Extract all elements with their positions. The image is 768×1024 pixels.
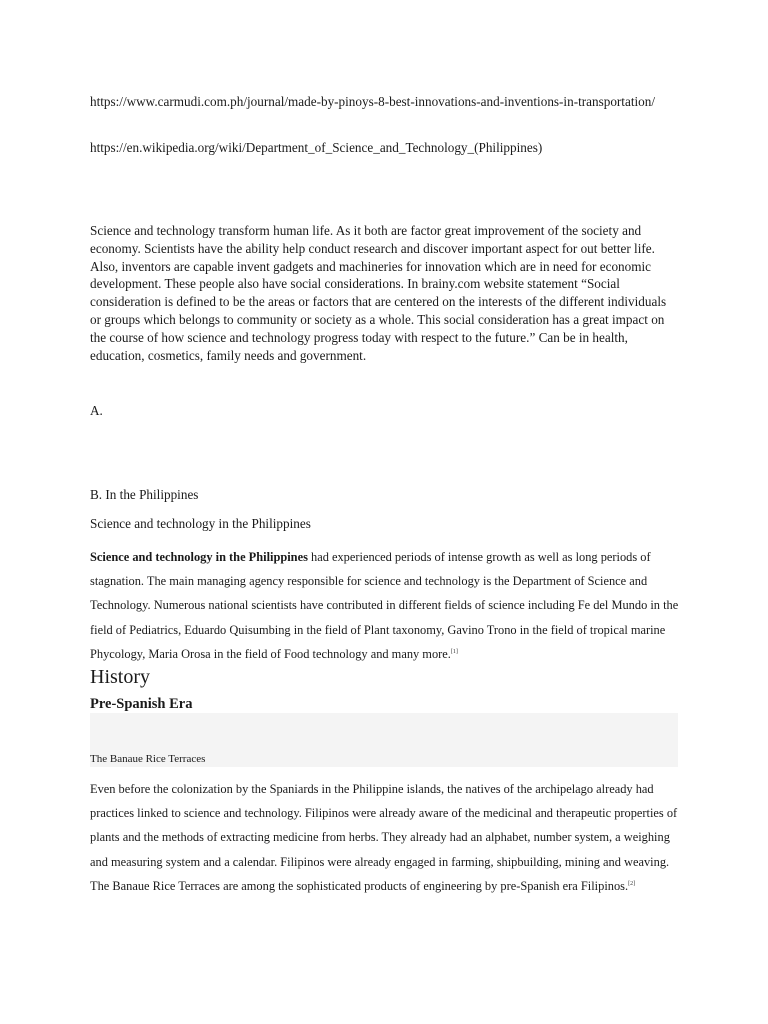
section-b-heading: B. In the Philippines xyxy=(90,487,199,502)
pre-spanish-paragraph xyxy=(90,777,680,898)
image-caption: The Banaue Rice Terraces xyxy=(90,753,206,765)
history-heading: History xyxy=(90,666,150,688)
intro-paragraph: Science and technology transform human life. As it both are factor great improvement of the society and economy. Scientists have the ability help conduct research and discover important aspect for out better life. Also, inventors are capable invent gadgets and machineries for innovation which are in need for economic development. These people also have social considerations. In brainy.com website statement “Social consideration is defined to be the areas or factors that are centered on the interests of the different individuals or groups which belongs to community or society as a whole. This social consideration has a great impact on the course of how science and technology progress today with respect to the future.” Can be in health, education, cosmetics, family needs and government. xyxy=(90,223,667,363)
wiki-intro-paragraph xyxy=(90,545,680,666)
reference-link-carmudi[interactable]: https://www.carmudi.com.ph/journal/made-by-pinoys-8-best-innovations-and-inventions-in-transportation/ xyxy=(90,94,655,109)
pre-spanish-era-heading: Pre-Spanish Era xyxy=(90,696,193,712)
wiki-intro-bold-lead: Science and technology in the Philippines xyxy=(90,550,308,564)
pre-spanish-text: Even before the colonization by the Spaniards in the Philippine islands, the natives of the archipelago already had practices linked to science and technology. Filipinos were already aware of the medicinal and therapeutic properties of plants and the methods of extracting medicine from herbs. They already had an alphabet, number system, a weighing and measuring system and a calendar. Filipinos were already engaged in farming, shipbuilding, mining and weaving. The Banaue Rice Terraces are among the sophisticated products of engineering by pre-Spanish era Filipinos. xyxy=(90,782,678,893)
reference-marker-2[interactable]: [2] xyxy=(628,880,636,887)
reference-marker-1[interactable]: [1] xyxy=(450,648,458,655)
subtitle: Science and technology in the Philippines xyxy=(90,516,311,531)
section-a-label: A. xyxy=(90,403,103,418)
reference-link-wikipedia[interactable]: https://en.wikipedia.org/wiki/Department_of_Science_and_Technology_(Philippines) xyxy=(90,140,543,155)
wiki-intro-text: had experienced periods of intense growth as well as long periods of stagnation. The main managing agency responsible for science and technology is the Department of Science and Technology. Numerous national scientists have contributed in different fields of science including Fe del Mundo in the field of Pediatrics, Eduardo Quisumbing in the field of Plant taxonomy, Gavino Trono in the field of tropical marine Phycology, Maria Orosa in the field of Food technology and many more. xyxy=(90,550,679,661)
